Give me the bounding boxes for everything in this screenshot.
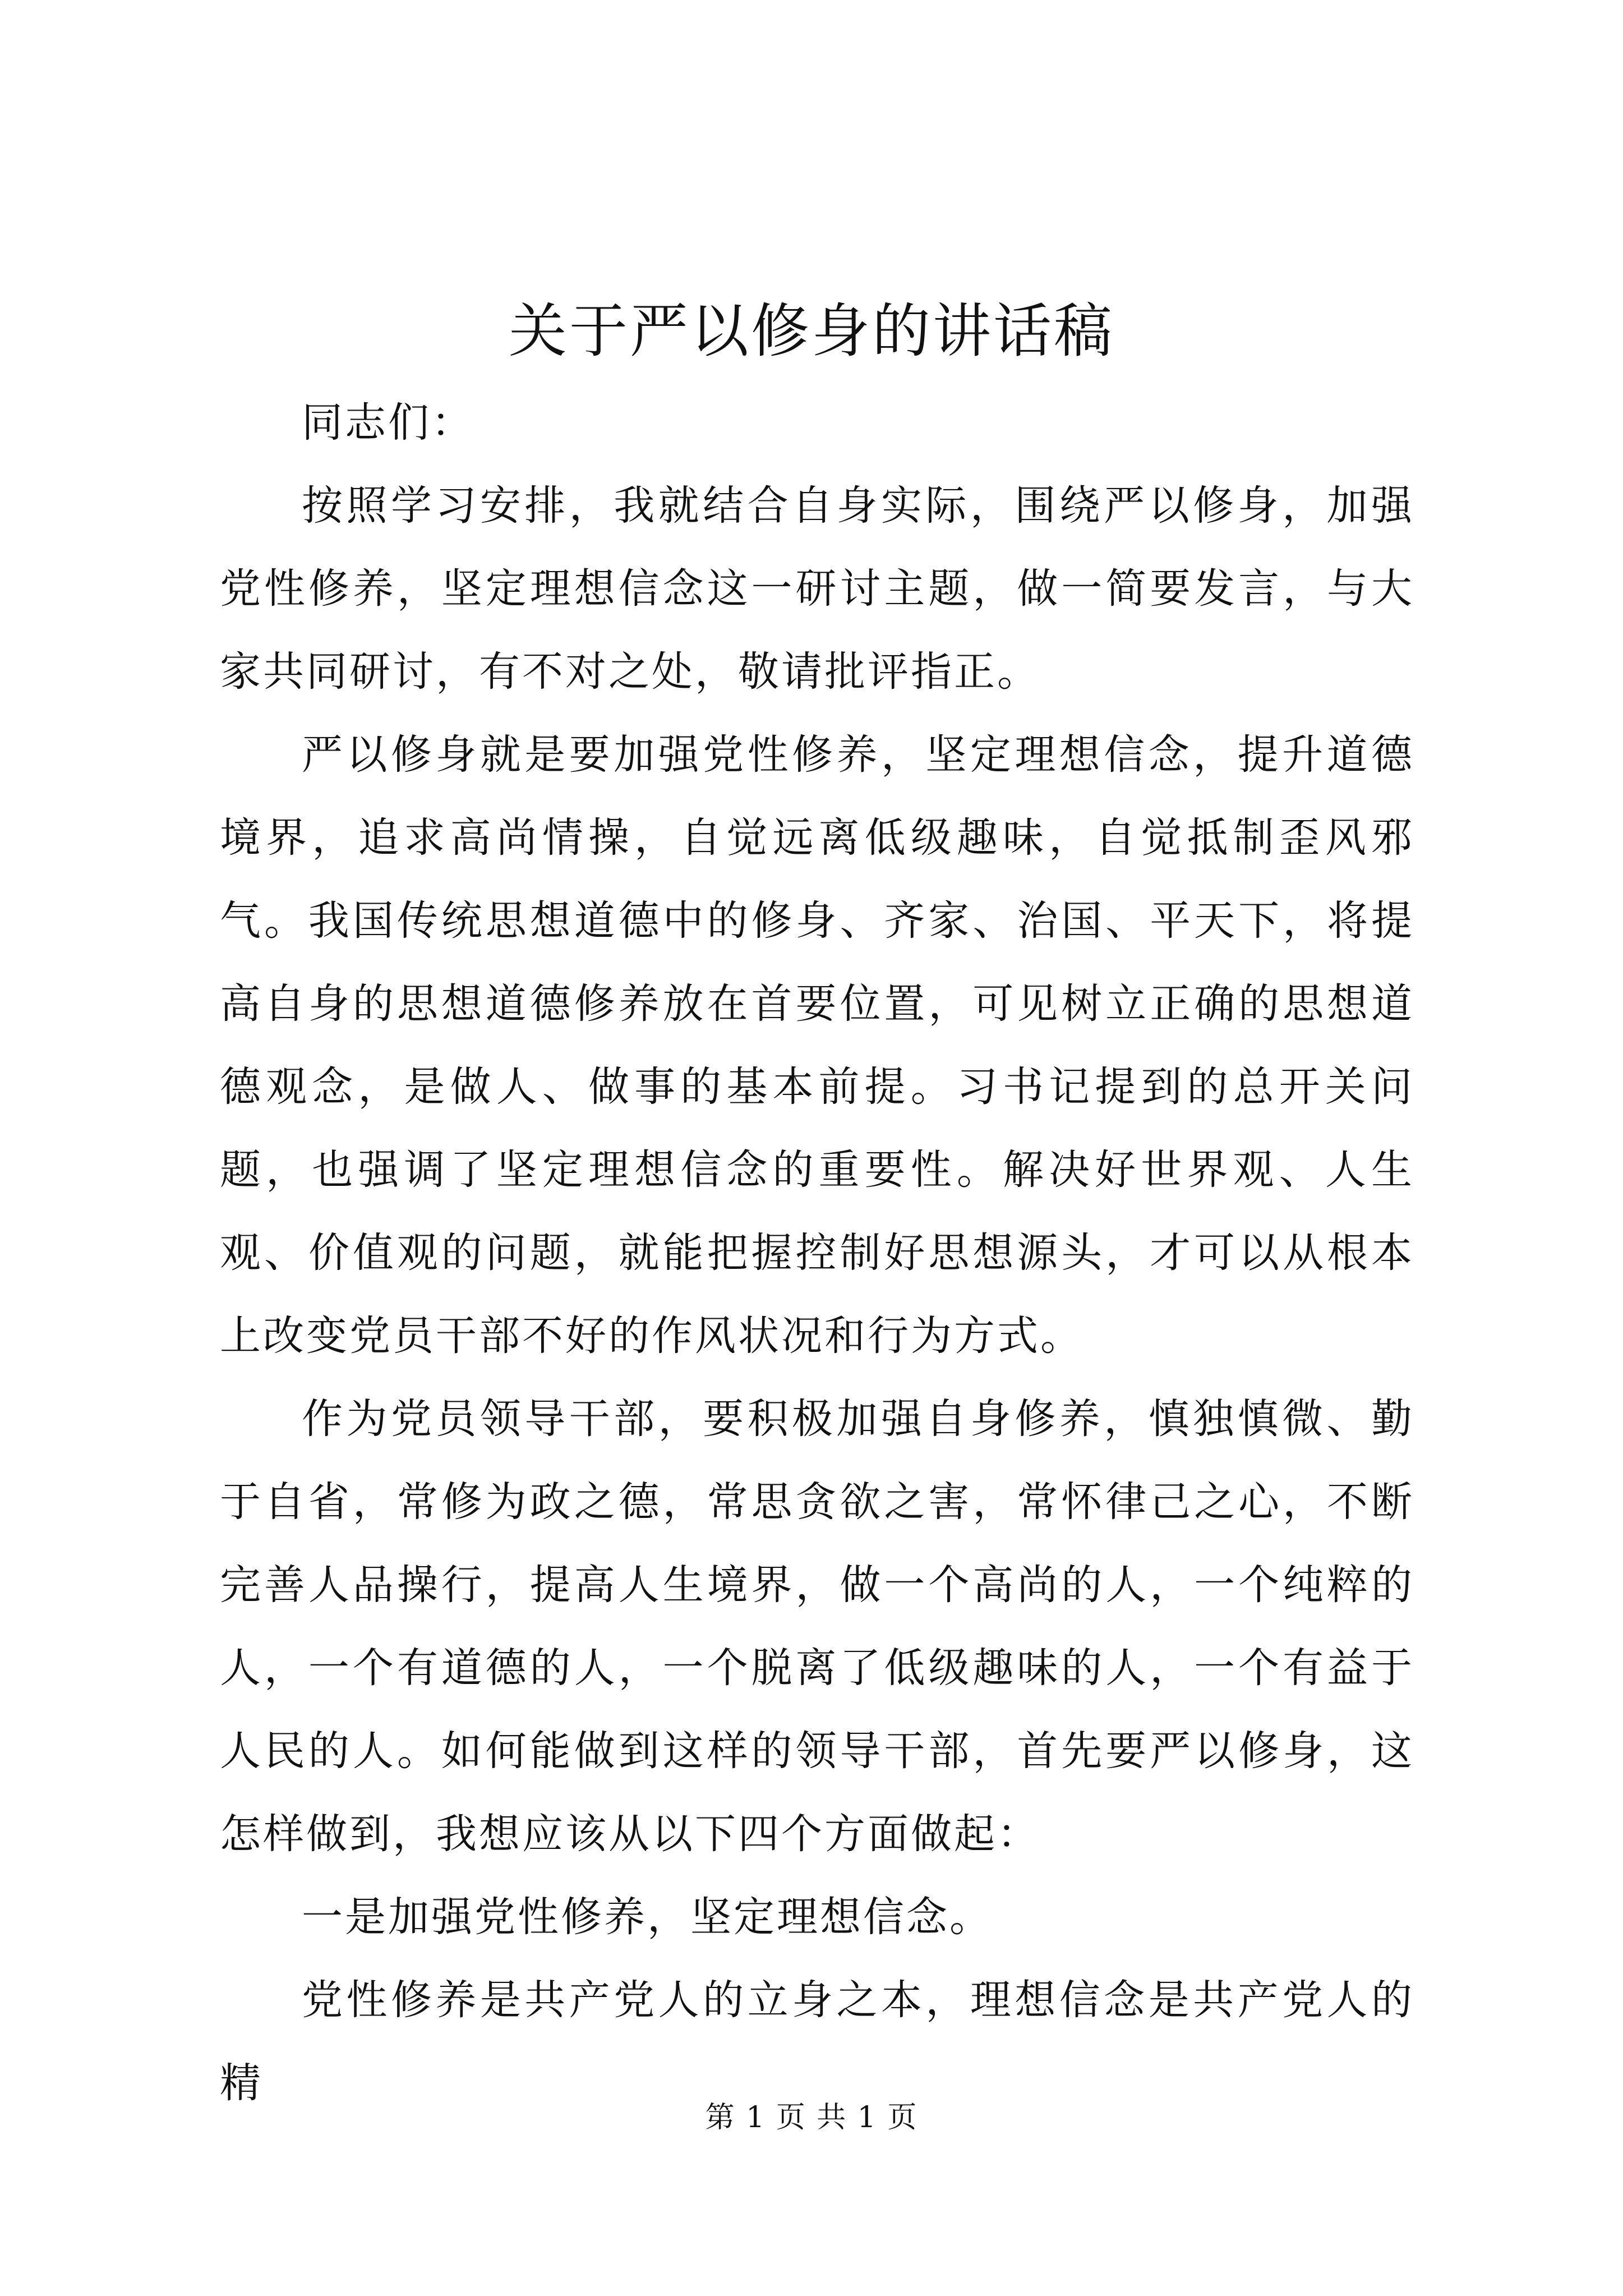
paragraph: 作为党员领导干部，要积极加强自身修养，慎独慎微、勤于自省，常修为政之德，常思贪欲之害，常怀律己之心，不断完善人品操行，提高人生境界，做一个高尚的人，一个纯粹的人，一个有道德的人，一个脱离了低级趣味的人，一个有益于人民的人。如何能做到这样的领导干部，首先要严以修身，这怎样做到，我想应该从以下四个方面做起：	[220, 1395, 1414, 1858]
document-body	[220, 381, 1414, 2125]
document-title: 关于严以修身的讲话稿	[508, 297, 1114, 365]
paragraph: 党性修养是共产党人的立身之本，理想信念是共产党人的精	[220, 1976, 1414, 2107]
paragraph: 按照学习安排，我就结合自身实际，围绕严以修身，加强党性修养，坚定理想信念这一研讨主题，做一简要发言，与大家共同研讨，有不对之处，敬请批评指正。	[220, 482, 1414, 696]
section-heading: 一是加强党性修养，坚定理想信念。	[302, 1893, 993, 1941]
page-footer: 第 1 页 共 1 页	[705, 2101, 918, 2134]
paragraph: 严以修身就是要加强党性修养，坚定理想信念，提升道德境界，追求高尚情操，自觉远离低级趣味，自觉抵制歪风邪气。我国传统思想道德中的修身、齐家、治国、平天下，将提高自身的思想道德修养放在首要位置，可见树立正确的思想道德观念，是做人、做事的基本前提。习书记提到的总开关问题，也强调了坚定理想信念的重要性。解决好世界观、人生观、价值观的问题，就能把握控制好思想源头，才可以从根本上改变党员干部不好的作风状况和行为方式。	[220, 731, 1414, 1360]
salutation: 同志们：	[302, 399, 474, 447]
